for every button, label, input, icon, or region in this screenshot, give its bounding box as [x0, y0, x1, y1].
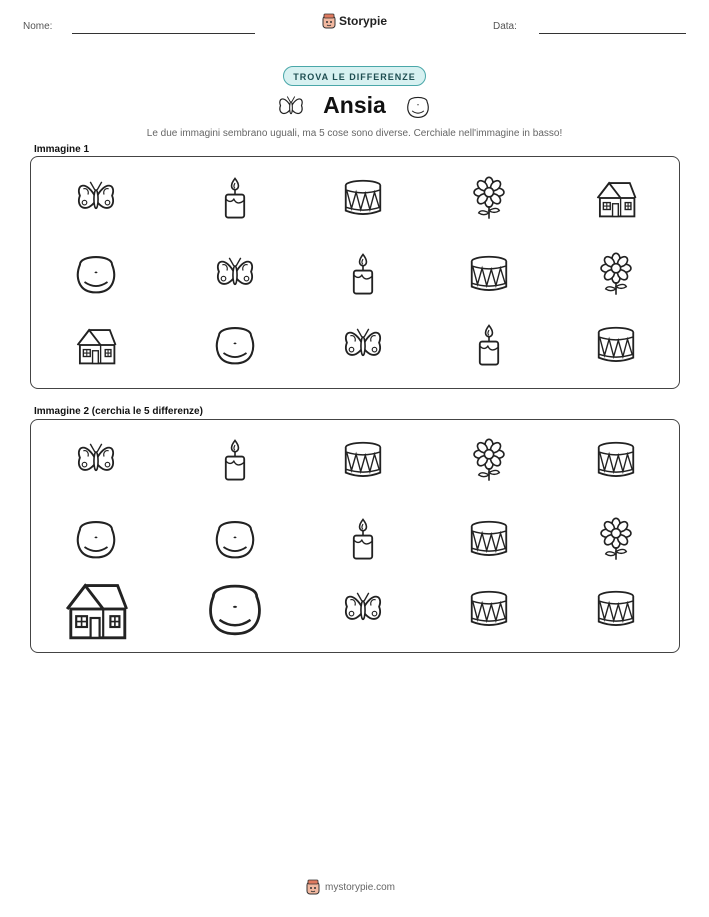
instructions: Le due immagini sembrano uguali, ma 5 cose sono diverse. Cerchiale nell'immagine in basso! [146, 128, 563, 139]
brand-name: Storypie [339, 14, 388, 28]
candle-icon [340, 251, 386, 297]
face-icon [405, 93, 431, 126]
butterfly-icon[interactable] [340, 586, 386, 632]
drum-icon [593, 322, 639, 368]
butterfly-icon [212, 251, 258, 297]
house-icon[interactable] [60, 573, 132, 645]
image1-label: Immagine 1 [34, 144, 90, 155]
flower-icon[interactable] [593, 516, 639, 562]
drum-icon [466, 251, 512, 297]
flower-icon[interactable] [466, 437, 512, 483]
footer-url: mystorypie.com [325, 881, 396, 893]
candle-icon [466, 322, 512, 368]
face-icon[interactable] [212, 516, 258, 562]
drum-icon[interactable] [466, 516, 512, 562]
page-title: Ansia [323, 92, 386, 118]
drum-icon[interactable] [340, 437, 386, 483]
face-icon[interactable] [204, 578, 266, 640]
butterfly-icon [340, 322, 386, 368]
candle-icon [212, 175, 258, 221]
storypie-mascot-icon [322, 13, 336, 29]
storypie-mascot-icon [306, 879, 320, 895]
drum-icon[interactable] [466, 586, 512, 632]
activity-badge: TROVA LE DIFFERENZE [283, 66, 426, 86]
name-label: Nome: [23, 21, 53, 32]
drum-icon [340, 175, 386, 221]
drum-icon[interactable] [593, 586, 639, 632]
drum-icon[interactable] [593, 437, 639, 483]
image2-panel[interactable] [30, 419, 680, 653]
date-line[interactable] [539, 33, 686, 34]
house-icon [73, 322, 119, 368]
candle-icon[interactable] [340, 516, 386, 562]
flower-icon [466, 175, 512, 221]
date-label: Data: [493, 21, 517, 32]
face-icon [212, 322, 258, 368]
footer [306, 879, 395, 895]
face-icon[interactable] [73, 516, 119, 562]
butterfly-icon [73, 175, 119, 221]
face-icon [73, 251, 119, 297]
house-icon [593, 175, 639, 221]
candle-icon[interactable] [212, 437, 258, 483]
storypie-logo [322, 13, 387, 29]
butterfly-icon[interactable] [73, 437, 119, 483]
image2-label: Immagine 2 (cerchia le 5 differenze) [34, 406, 203, 417]
name-line[interactable] [72, 33, 255, 34]
image1-panel [30, 156, 680, 389]
flower-icon [593, 251, 639, 297]
